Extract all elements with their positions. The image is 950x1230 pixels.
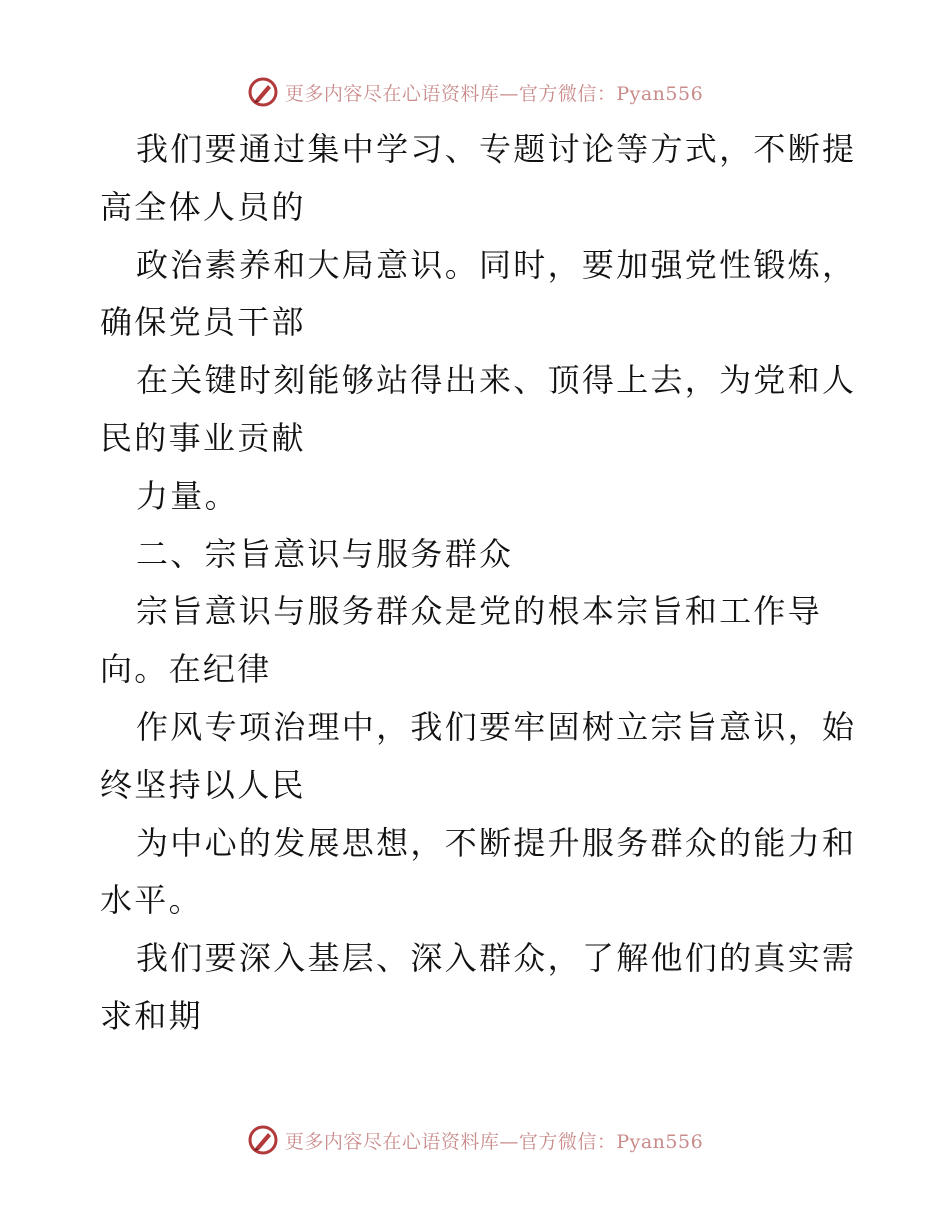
- paragraph-line: 高全体人员的: [100, 187, 306, 226]
- pen-logo-icon: [247, 76, 279, 108]
- paragraph-line: 水平。: [100, 881, 203, 920]
- header-watermark: [0, 72, 950, 112]
- paragraph-line: 在关键时刻能够站得出来、顶得上去，为党和人: [136, 361, 857, 400]
- pen-logo-icon: [247, 1124, 279, 1156]
- paragraph-line: 力量。: [136, 476, 239, 515]
- paragraph-line: 政治素养和大局意识。同时，要加强党性锻炼，: [136, 245, 857, 284]
- paragraph-line: 向。在纪律: [100, 650, 272, 689]
- watermark-text: 更多内容尽在心语资料库—官方微信：Pyan556: [284, 82, 704, 105]
- document-body: [100, 121, 860, 1046]
- section-heading: 二、宗旨意识与服务群众: [136, 534, 514, 573]
- paragraph-line: 宗旨意识与服务群众是党的根本宗旨和工作导: [136, 592, 823, 631]
- paragraph-line: 确保党员干部: [100, 303, 306, 342]
- paragraph-line: 民的事业贡献: [100, 418, 306, 457]
- footer-watermark: [0, 1120, 950, 1160]
- paragraph-line: 我们要通过集中学习、专题讨论等方式，不断提: [136, 130, 857, 168]
- watermark-text: 更多内容尽在心语资料库—官方微信：Pyan556: [284, 1130, 704, 1153]
- paragraph-line: 作风专项治理中，我们要牢固树立宗旨意识，始: [136, 707, 857, 746]
- paragraph-line: 终坚持以人民: [100, 765, 306, 804]
- paragraph-line: 为中心的发展思想，不断提升服务群众的能力和: [136, 823, 857, 862]
- paragraph-line: 我们要深入基层、深入群众，了解他们的真实需: [136, 939, 857, 978]
- paragraph-line: 求和期: [100, 996, 203, 1035]
